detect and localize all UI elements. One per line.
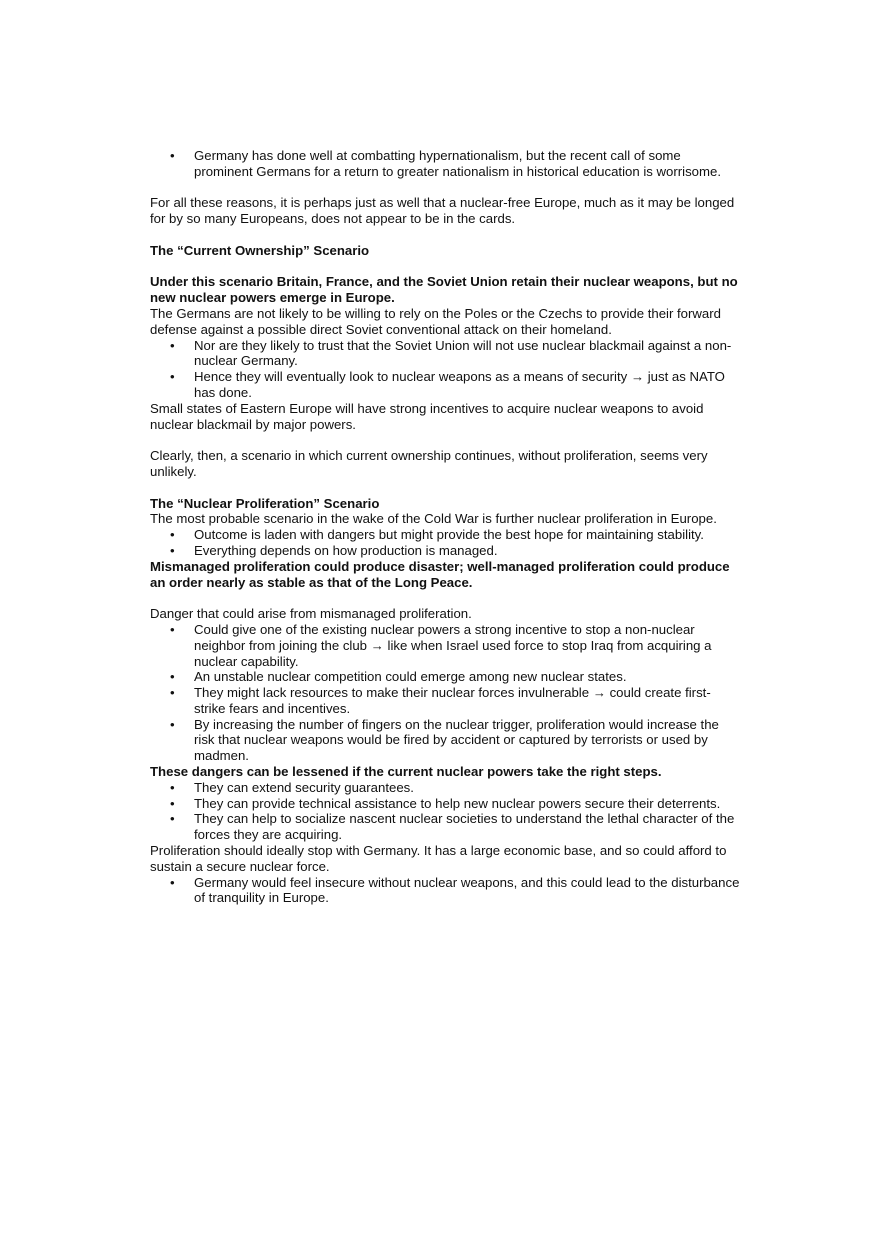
bullet-list: [150, 148, 740, 180]
bullet-icon: •: [170, 369, 175, 385]
document-page: [150, 148, 740, 906]
bullet-icon: •: [170, 669, 175, 685]
paragraph: Proliferation should ideally stop with Germany. It has a large economic base, and so could afford to sustain a secure nuclear force.: [150, 843, 727, 874]
bullet-item: [150, 685, 740, 717]
paragraph-spacer: [150, 432, 740, 448]
bullet-icon: •: [170, 542, 175, 558]
bullet-item: [150, 717, 740, 764]
bullet-icon: •: [170, 874, 175, 890]
bullet-text: Germany has done well at combatting hypernationalism, but the recent call of some prominent Germans for a return to greater nationalism in historical education is worrisome.: [194, 148, 721, 179]
bullet-list: [150, 875, 740, 907]
bullet-text: Hence they will eventually look to nuclear weapons as a means of security → just as NATO has done.: [194, 369, 725, 400]
bullet-text: Everything depends on how production is managed.: [194, 542, 498, 558]
bullet-item: [150, 148, 740, 180]
paragraph-spacer: [150, 259, 740, 275]
bullet-icon: •: [170, 337, 175, 353]
bullet-text: Germany would feel insecure without nuclear weapons, and this could lead to the disturbance of tranquility in Europe.: [194, 874, 740, 906]
bullet-text: Could give one of the existing nuclear powers a strong incentive to stop a non-nuclear neighbor from joining the club → like when Israel used force to stop Iraq from acquiring a nuclear capability.: [194, 621, 712, 669]
bullet-item: [150, 369, 740, 401]
bullet-list: [150, 780, 740, 843]
bullet-item: [150, 338, 740, 370]
bullet-list: [150, 527, 740, 559]
bullet-icon: •: [170, 779, 175, 795]
bullet-icon: •: [170, 716, 175, 732]
bullet-text: They can help to socialize nascent nuclear societies to understand the lethal character of the forces they are acquiring.: [194, 811, 735, 843]
bullet-item: [150, 622, 740, 669]
paragraph-spacer: [150, 227, 740, 243]
bullet-text: By increasing the number of fingers on the nuclear trigger, proliferation would increase the risk that nuclear weapons would be fired by accident or captured by terrorists or used by madmen.: [194, 716, 719, 764]
paragraph: Danger that could arise from mismanaged proliferation.: [150, 606, 472, 622]
paragraph: The most probable scenario in the wake of the Cold War is further nuclear proliferation in Europe.: [150, 511, 717, 527]
bullet-item: [150, 527, 740, 543]
bullet-text: Nor are they likely to trust that the Soviet Union will not use nuclear blackmail against a non-nuclear Germany.: [194, 337, 732, 369]
bullet-icon: •: [170, 527, 175, 543]
section-heading: The “Nuclear Proliferation” Scenario: [150, 495, 380, 511]
bullet-text: They can extend security guarantees.: [194, 779, 414, 795]
bullet-icon: •: [170, 685, 175, 701]
paragraph: Small states of Eastern Europe will have strong incentives to acquire nuclear weapons to avoid nuclear blackmail by major powers.: [150, 400, 704, 432]
bullet-item: [150, 669, 740, 685]
bullet-list: [150, 338, 740, 401]
bullet-list: [150, 622, 740, 764]
bullet-icon: •: [170, 621, 175, 637]
bullet-item: [150, 811, 740, 843]
bullet-icon: •: [170, 811, 175, 827]
bullet-item: [150, 796, 740, 812]
bullet-item: [150, 875, 740, 907]
bullet-text: Outcome is laden with dangers but might provide the best hope for maintaining stability.: [194, 527, 704, 543]
bold-paragraph: Under this scenario Britain, France, and the Soviet Union retain their nuclear weapons, but no new nuclear powers emerge in Europe.: [150, 274, 738, 306]
paragraph: Clearly, then, a scenario in which current ownership continues, without proliferation, seems very unlikely.: [150, 448, 708, 479]
paragraph-spacer: [150, 480, 740, 496]
bullet-icon: •: [170, 795, 175, 811]
bullet-text: An unstable nuclear competition could emerge among new nuclear states.: [194, 669, 627, 685]
bullet-item: [150, 780, 740, 796]
bullet-text: They can provide technical assistance to help new nuclear powers secure their deterrents.: [194, 795, 721, 811]
bullet-text: They might lack resources to make their nuclear forces invulnerable → could create first-strike fears and incentives.: [194, 685, 711, 716]
bold-paragraph: These dangers can be lessened if the current nuclear powers take the right steps.: [150, 764, 662, 780]
bullet-icon: •: [170, 148, 175, 163]
paragraph: For all these reasons, it is perhaps just as well that a nuclear-free Europe, much as it may be longed for by so many Europeans, does not appear to be in the cards.: [150, 195, 735, 227]
paragraph-spacer: [150, 590, 740, 606]
paragraph-spacer: [150, 180, 740, 196]
section-heading: The “Current Ownership” Scenario: [150, 242, 370, 258]
bullet-item: [150, 543, 740, 559]
bold-paragraph: Mismanaged proliferation could produce disaster; well-managed proliferation could produce an order nearly as stable as that of the Long Peace.: [150, 558, 730, 590]
paragraph: The Germans are not likely to be willing to rely on the Poles or the Czechs to provide their forward defense against a possible direct Soviet conventional attack on their homeland.: [150, 305, 721, 337]
